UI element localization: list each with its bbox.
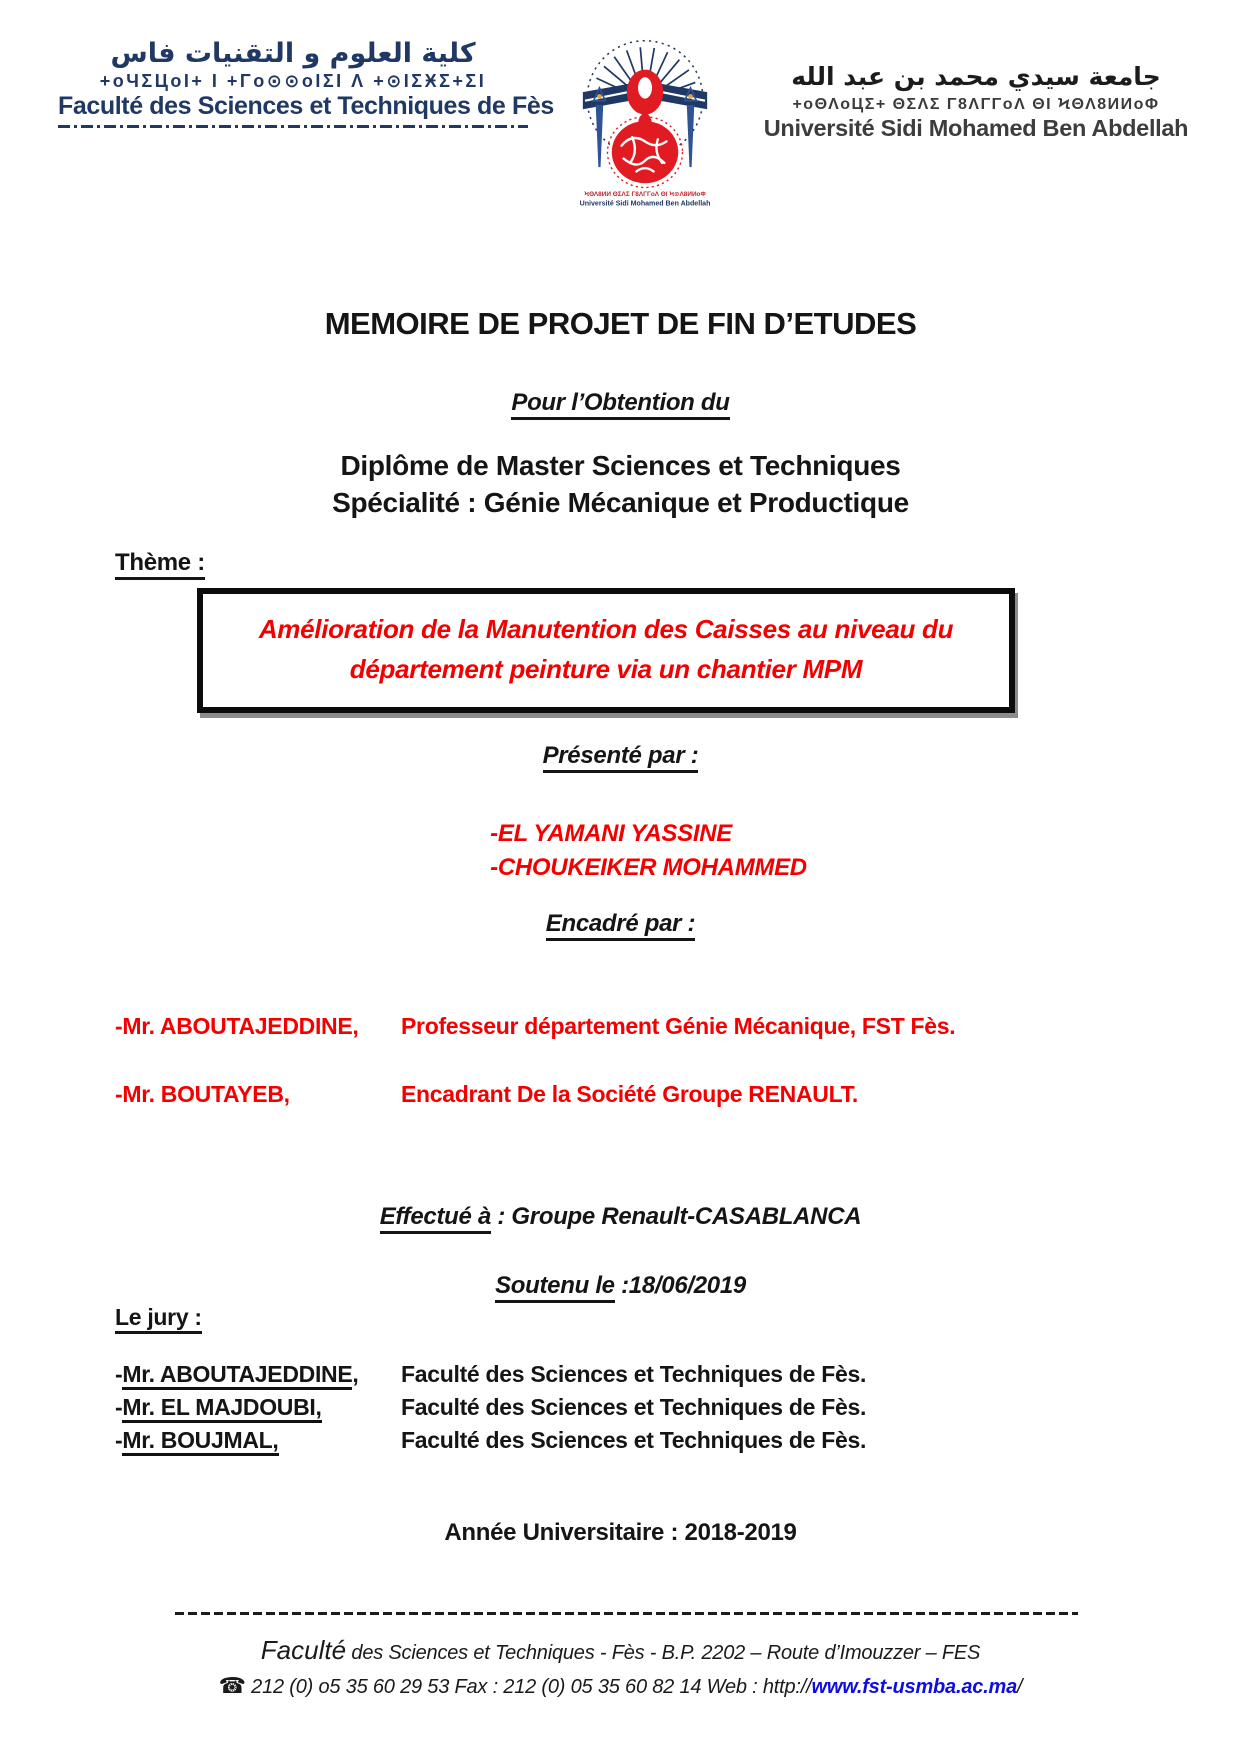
- degree-line2: Spécialité : Génie Mécanique et Productique: [332, 486, 909, 518]
- defense-value: :18/06/2019: [614, 1271, 746, 1299]
- footer-link-suffix: /: [1017, 1676, 1023, 1698]
- footer-address-rest: des Sciences et Techniques - Fès - B.P. 2202 – Route d’Imouzzer – FES: [346, 1642, 981, 1664]
- obtention-subtitle-text: Pour l’Obtention du: [511, 389, 729, 420]
- jury-row: -Mr. EL MAJDOUBI, Faculté des Sciences et Techniques de Fès.: [105, 1391, 1136, 1424]
- footer-address-line: [0, 1635, 1241, 1666]
- jury-member-name: Mr. EL MAJDOUBI,: [122, 1394, 321, 1423]
- jury-member-name: Mr. ABOUTAJEDDINE: [122, 1361, 352, 1390]
- jury-member-affiliation: Faculté des Sciences et Techniques de Fès.: [401, 1360, 867, 1387]
- university-name-latin: Université Sidi Mohamed Ben Abdellah: [763, 115, 1189, 141]
- cover-content: [105, 306, 1136, 1547]
- university-name-arabic: جامعة سيدي محمد بن عبد الله: [791, 62, 1161, 91]
- page-footer: [0, 1612, 1241, 1699]
- footer-faculty-word: Faculté: [260, 1635, 347, 1665]
- jury-row: -Mr. ABOUTAJEDDINE, Faculté des Sciences et Techniques de Fès.: [105, 1358, 1136, 1391]
- authors-block: [105, 817, 1136, 885]
- degree-line1: Diplôme de Master Sciences et Techniques: [340, 450, 901, 481]
- logo-caption-latin: Université Sidi Mohamed Ben Abdellah: [579, 200, 710, 208]
- website-link[interactable]: www.fst-usmba.ac.ma: [811, 1676, 1018, 1698]
- location-line: [105, 1203, 1136, 1231]
- logo-caption-tifinagh: ϞΘΛ8ИИ ΘΣΛΣ Γ8ΛΓΓoΛ ΘI Ϟ⊙Λ8ИИoΦ: [583, 191, 706, 199]
- faculty-name-tifinagh: +oЧΣЦoI+ I +Γo⊙⊙oIΣI Λ +⊙IΣӾΣ+ΣI: [99, 71, 487, 92]
- jury-member-affiliation: Faculté des Sciences et Techniques de Fès.: [401, 1393, 867, 1420]
- presented-by-label: Présenté par :: [105, 742, 1136, 770]
- faculty-name-arabic: كلية العلوم و التقنيات فاس: [110, 38, 476, 69]
- location-label: Effectué à: [380, 1203, 491, 1234]
- location-value: : Groupe Renault-CASABLANCA: [491, 1202, 862, 1230]
- theme-title-text: Amélioration de la Manutention des Caisses au niveau du département peinture via un chantier MPM: [258, 613, 954, 685]
- academic-year-line: Année Universitaire : 2018-2019: [444, 1518, 797, 1546]
- degree-block: [105, 448, 1136, 522]
- university-logo: [570, 30, 720, 230]
- supervisors-list: [105, 974, 1136, 1147]
- supervisor-row: [105, 1010, 1136, 1043]
- defense-date-line: [105, 1272, 1136, 1300]
- faculty-header-divider: [58, 125, 528, 128]
- university-name-tifinagh: +oΘΛoЦΣ+ ΘΣΛΣ Γ8ΛΓΓoΛ ΘI ϞΘΛ8ИИoΦ: [792, 96, 1160, 113]
- supervisor-row: [105, 1078, 1136, 1111]
- supervisor-name: -Mr. ABOUTAJEDDINE,: [115, 1012, 359, 1039]
- page-header: [0, 0, 1241, 210]
- footer-divider: [175, 1612, 1078, 1615]
- theme-box: [197, 588, 1015, 713]
- supervised-by-label: Encadré par :: [105, 910, 1136, 938]
- author-name: -EL YAMANI YASSINE: [490, 819, 732, 847]
- supervisor-role: Professeur département Génie Mécanique, FST Fès.: [401, 1012, 956, 1039]
- university-header-block: [761, 62, 1191, 142]
- footer-phone-fax-text: 212 (0) o5 35 60 29 53 Fax : 212 (0) 05 35 60 82 14 Web : http://: [245, 1676, 812, 1698]
- jury-list: [105, 1358, 1136, 1457]
- jury-row: -Mr. BOUJMAL, Faculté des Sciences et Techniques de Fès.: [105, 1424, 1136, 1457]
- supervisor-name: -Mr. BOUTAYEB,: [115, 1081, 290, 1108]
- obtention-subtitle: [105, 389, 1136, 417]
- phone-icon: ☎: [218, 1673, 246, 1698]
- footer-contact-line: [0, 1673, 1241, 1699]
- document-title: MEMOIRE DE PROJET DE FIN D’ETUDES: [324, 306, 917, 341]
- defense-label: Soutenu le: [495, 1272, 615, 1303]
- jury-member-name: Mr. BOUJMAL,: [122, 1427, 278, 1456]
- jury-member-affiliation: Faculté des Sciences et Techniques de Fès.: [401, 1426, 867, 1453]
- faculty-header-block: [58, 38, 554, 128]
- jury-label: Le jury :: [105, 1304, 1136, 1331]
- theme-label: Thème :: [105, 549, 1136, 577]
- supervisor-role: Encadrant De la Société Groupe RENAULT.: [401, 1081, 858, 1108]
- university-emblem-icon: [570, 30, 720, 225]
- faculty-name-latin: Faculté des Sciences et Techniques de Fès: [58, 92, 554, 121]
- author-name: -CHOUKEIKER MOHAMMED: [490, 853, 807, 881]
